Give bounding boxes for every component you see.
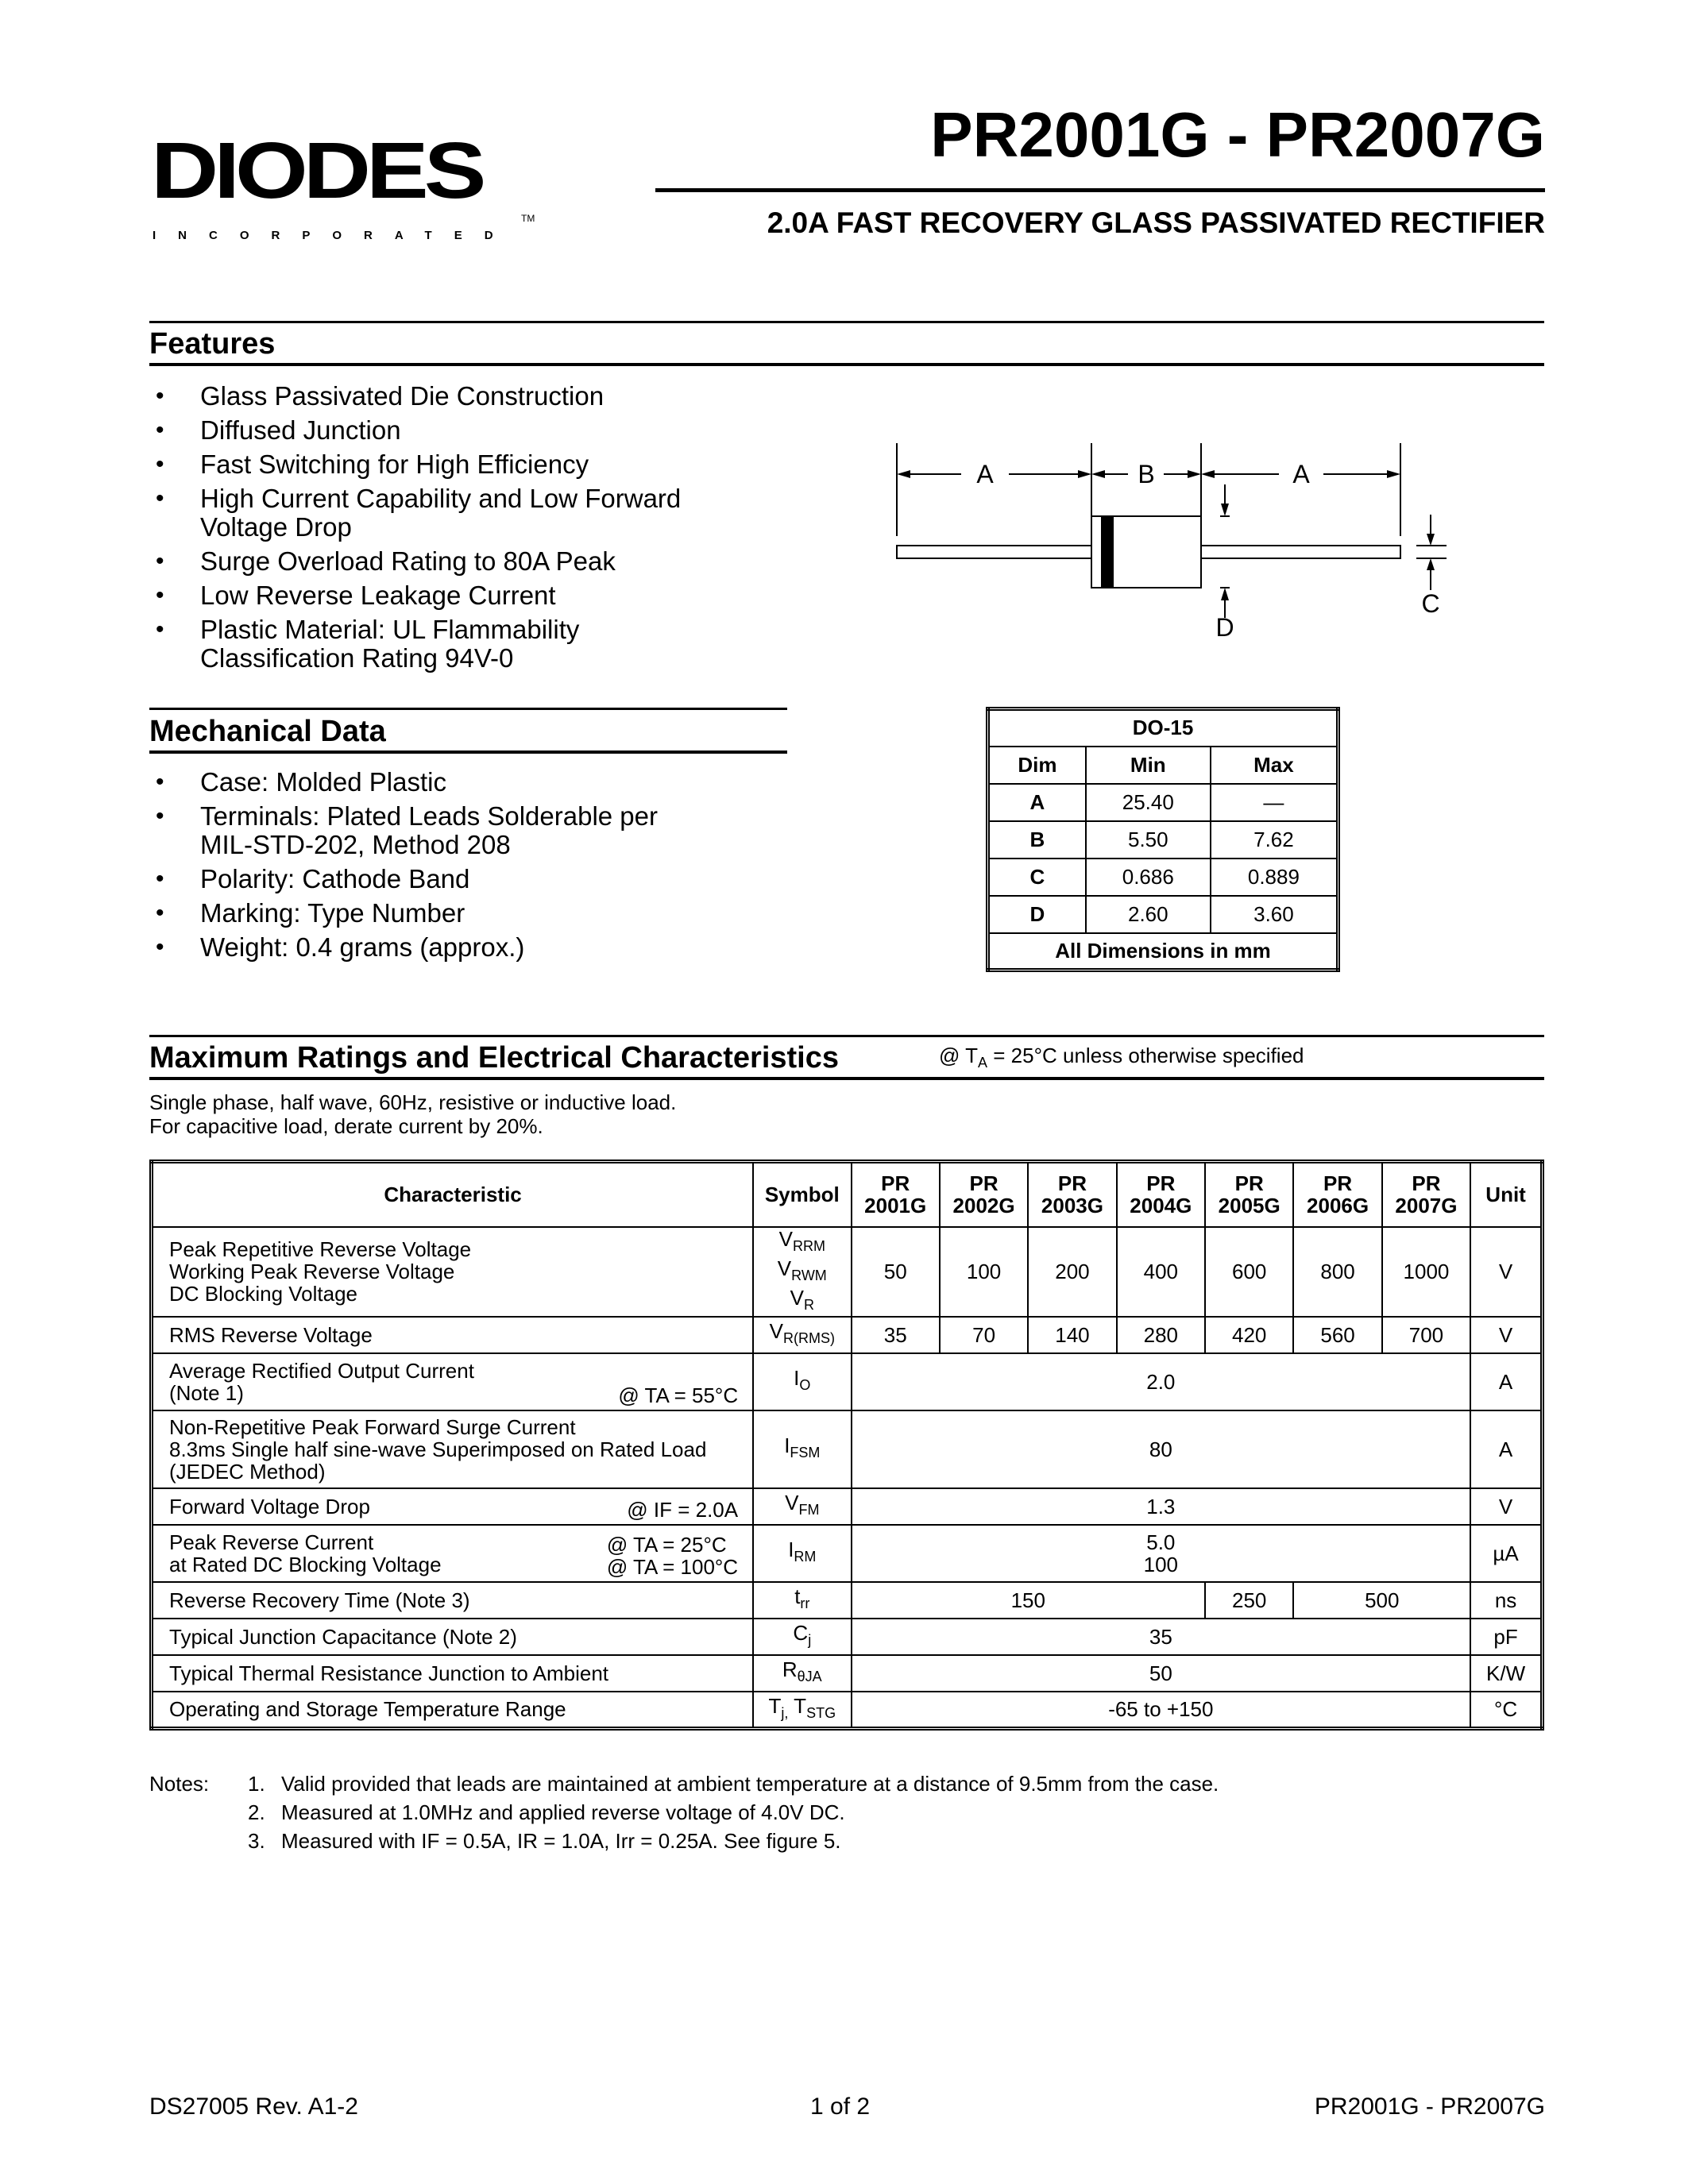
header-part: PR 2007G	[1382, 1162, 1470, 1227]
table-row	[152, 1692, 1543, 1728]
note-text: Valid provided that leads are maintained at ambient temperature at a distance of 9.5mm from the case.	[281, 1772, 1219, 1796]
min-cell: 5.50	[1086, 821, 1211, 859]
unit-cell: K/W	[1470, 1655, 1542, 1692]
mechanical-list	[151, 768, 834, 962]
value-cell: 100	[940, 1227, 1028, 1318]
note-item	[248, 1769, 1219, 1798]
header-part: PR 2001G	[852, 1162, 940, 1227]
note-item	[248, 1798, 1219, 1827]
note-item	[248, 1827, 1219, 1855]
column-header: Max	[1211, 747, 1338, 784]
list-item: • Plastic Material: UL Flammability Classification Rating 94V-0	[151, 615, 866, 673]
unit-cell: µA	[1470, 1525, 1542, 1582]
value-cell: 50	[852, 1227, 940, 1318]
footer-doc-id: DS27005 Rev. A1-2	[149, 2093, 358, 2120]
footer-page-number: 1 of 2	[810, 2093, 871, 2120]
symbol-cell: $t_{rr}$	[753, 1582, 851, 1619]
table-row	[152, 1582, 1543, 1619]
list-item: • Case: Molded Plastic	[151, 768, 834, 797]
value-cell: 140	[1028, 1317, 1116, 1353]
table-row	[152, 1410, 1543, 1488]
unit-cell: pF	[1470, 1619, 1542, 1655]
unit-cell: V	[1470, 1227, 1542, 1318]
unit-cell: V	[1470, 1317, 1542, 1353]
condition-text: @ TA = 55°C	[618, 1383, 739, 1408]
value-cell: 1.3	[852, 1488, 1471, 1525]
mechanical-bottom-rule	[149, 751, 787, 754]
notes-list	[248, 1769, 1219, 1855]
footer-part-number: PR2001G - PR2007G	[1314, 2093, 1545, 2120]
characteristic-cell: Typical Thermal Resistance Junction to Ambient	[152, 1655, 754, 1692]
list-item: • Diffused Junction	[151, 416, 866, 445]
min-cell: 25.40	[1086, 784, 1211, 821]
table-row	[988, 859, 1338, 896]
value-cell: 35	[852, 1317, 940, 1353]
load-note-1: Single phase, half wave, 60Hz, resistive or inductive load.	[149, 1090, 677, 1114]
list-item: • Polarity: Cathode Band	[151, 865, 834, 893]
ratings-top-rule	[149, 1035, 1544, 1037]
dimension-table	[986, 707, 1340, 972]
list-item: • Glass Passivated Die Construction	[151, 382, 866, 411]
characteristic-cell	[152, 1353, 754, 1410]
list-item: • Terminals: Plated Leads Solderable per MIL-STD-202, Method 208	[151, 802, 834, 859]
unit-cell: A	[1470, 1410, 1542, 1488]
list-item: • Marking: Type Number	[151, 899, 834, 928]
unit-cell: A	[1470, 1353, 1542, 1410]
ratings-table	[149, 1160, 1544, 1731]
table-row	[988, 821, 1338, 859]
notes-label: Notes:	[149, 1772, 210, 1796]
unit-cell: °C	[1470, 1692, 1542, 1728]
note-text: Measured with IF = 0.5A, IR = 1.0A, Irr = 0.25A. See figure 5.	[281, 1829, 841, 1853]
condition-suffix: = 25°C unless otherwise specified	[987, 1044, 1304, 1067]
header-symbol: Symbol	[753, 1162, 851, 1227]
value-cell: 5.0 100	[852, 1525, 1471, 1582]
table-row	[152, 1488, 1543, 1525]
min-cell: 0.686	[1086, 859, 1211, 896]
dim-cell: B	[988, 821, 1086, 859]
min-cell: 2.60	[1086, 896, 1211, 933]
dim-cell: A	[988, 784, 1086, 821]
value-cell: 70	[940, 1317, 1028, 1353]
symbol-cell: $R_{\theta JA}$	[753, 1655, 851, 1692]
features-top-rule	[149, 321, 1544, 323]
max-cell: 3.60	[1211, 896, 1338, 933]
features-bottom-rule	[149, 363, 1544, 366]
max-cell: 7.62	[1211, 821, 1338, 859]
mechanical-heading: Mechanical Data	[149, 715, 386, 748]
condition-text: @ IF = 2.0A	[627, 1498, 739, 1522]
characteristic-cell	[152, 1525, 754, 1582]
table-row	[152, 1317, 1543, 1353]
dim-label-a-right: A	[1292, 460, 1310, 488]
features-list	[151, 382, 866, 673]
dim-cell: D	[988, 896, 1086, 933]
package-name: DO-15	[988, 709, 1338, 747]
value-cell: 600	[1205, 1227, 1293, 1318]
value-cell: 700	[1382, 1317, 1470, 1353]
value-cell: 400	[1117, 1227, 1205, 1318]
table-row	[152, 1227, 1543, 1318]
characteristic-text: Peak Reverse Current at Rated DC Blocking Voltage	[169, 1530, 442, 1577]
dim-cell: C	[988, 859, 1086, 896]
unit-cell: V	[1470, 1488, 1542, 1525]
max-cell: 0.889	[1211, 859, 1338, 896]
value-cell: 80	[852, 1410, 1471, 1488]
value-cell: 250	[1205, 1582, 1293, 1619]
table-row	[152, 1655, 1543, 1692]
value-cell: 800	[1293, 1227, 1381, 1318]
list-item: • Weight: 0.4 grams (approx.)	[151, 933, 834, 962]
note-number: 2.	[248, 1800, 265, 1824]
dim-label-d: D	[1215, 613, 1234, 642]
list-item: • Low Reverse Leakage Current	[151, 581, 866, 610]
condition-subscript: A	[978, 1055, 988, 1071]
value-cell: 500	[1293, 1582, 1470, 1619]
trademark-mark: TM	[521, 213, 535, 224]
value-cell: 280	[1117, 1317, 1205, 1353]
diodes-logo: DIODES	[151, 126, 482, 216]
value-cell: 420	[1205, 1317, 1293, 1353]
symbol-cell: $I_O$	[753, 1353, 851, 1410]
ratings-condition	[939, 1044, 1304, 1075]
value-cell: -65 to +150	[852, 1692, 1471, 1728]
header-part: PR 2005G	[1205, 1162, 1293, 1227]
value-cell: 2.0	[852, 1353, 1471, 1410]
characteristic-cell: Operating and Storage Temperature Range	[152, 1692, 754, 1728]
characteristic-text: Average Rectified Output Current (Note 1)	[169, 1359, 474, 1406]
mechanical-top-rule	[149, 708, 787, 710]
dim-label-a-left: A	[976, 460, 994, 488]
characteristic-cell: Typical Junction Capacitance (Note 2)	[152, 1619, 754, 1655]
table-row	[152, 1353, 1543, 1410]
header-characteristic: Characteristic	[152, 1162, 754, 1227]
table-row	[152, 1619, 1543, 1655]
header-part: PR 2003G	[1028, 1162, 1116, 1227]
dimension-footer: All Dimensions in mm	[988, 933, 1338, 970]
column-header: Dim	[988, 747, 1086, 784]
note-text: Measured at 1.0MHz and applied reverse voltage of 4.0V DC.	[281, 1800, 845, 1824]
header-part: PR 2004G	[1117, 1162, 1205, 1227]
characteristic-cell: Peak Repetitive Reverse Voltage Working Peak Reverse Voltage DC Blocking Voltage	[152, 1227, 754, 1318]
value-cell: 150	[852, 1582, 1206, 1619]
ratings-bottom-rule	[149, 1077, 1544, 1080]
max-cell: —	[1211, 784, 1338, 821]
dim-label-b: B	[1138, 460, 1155, 488]
features-heading: Features	[149, 327, 276, 361]
symbol-cell: $V_{R(RMS)}$	[753, 1317, 851, 1353]
header-unit: Unit	[1470, 1162, 1542, 1227]
list-item: • Surge Overload Rating to 80A Peak	[151, 547, 866, 576]
value-cell: 35	[852, 1619, 1471, 1655]
characteristic-cell: Non-Repetitive Peak Forward Surge Current 8.3ms Single half sine-wave Superimposed on Rated Load (JEDEC Method)	[152, 1410, 754, 1488]
header-part: PR 2002G	[940, 1162, 1028, 1227]
symbol-cell: $I_{RM}$	[753, 1525, 851, 1582]
value-cell: 1000	[1382, 1227, 1470, 1318]
column-header: Min	[1086, 747, 1211, 784]
table-row	[988, 784, 1338, 821]
symbol-cell: $I_{FSM}$	[753, 1410, 851, 1488]
page-title: PR2001G - PR2007G	[930, 99, 1545, 170]
page-subtitle: 2.0A FAST RECOVERY GLASS PASSIVATED RECTIFIER	[767, 206, 1545, 239]
characteristic-cell: RMS Reverse Voltage	[152, 1317, 754, 1353]
table-row	[988, 896, 1338, 933]
note-number: 1.	[248, 1772, 265, 1796]
characteristic-cell: Reverse Recovery Time (Note 3)	[152, 1582, 754, 1619]
symbol-cell: $T_{j,}$ $T_{STG}$	[753, 1692, 851, 1728]
list-item: • High Current Capability and Low Forward Voltage Drop	[151, 484, 866, 542]
characteristic-cell	[152, 1488, 754, 1525]
value-cell: 200	[1028, 1227, 1116, 1318]
symbol-cell: $C_j$	[753, 1619, 851, 1655]
symbol-cell: $V_{FM}$	[753, 1488, 851, 1525]
ratings-heading: Maximum Ratings and Electrical Characteristics	[149, 1041, 839, 1075]
value-cell: 50	[852, 1655, 1471, 1692]
symbol-cell: $V_{RRM}$ $V_{RWM}$ $V_R$	[753, 1227, 851, 1318]
load-note-2: For capacitive load, derate current by 20%.	[149, 1114, 543, 1138]
table-row	[152, 1525, 1543, 1582]
condition-prefix: @ T	[939, 1044, 979, 1067]
header-part: PR 2006G	[1293, 1162, 1381, 1227]
title-rule	[655, 188, 1545, 192]
condition-text: @ TA = 25°C @ TA = 100°C	[606, 1533, 739, 1580]
characteristic-text: Forward Voltage Drop	[169, 1495, 370, 1519]
dim-label-c: C	[1421, 589, 1440, 618]
do15-package-diagram	[882, 433, 1470, 655]
diodes-logo-subtitle: INCORPORATED	[153, 229, 516, 242]
note-number: 3.	[248, 1829, 265, 1853]
value-cell: 560	[1293, 1317, 1381, 1353]
list-item: • Fast Switching for High Efficiency	[151, 450, 866, 479]
unit-cell: ns	[1470, 1582, 1542, 1619]
